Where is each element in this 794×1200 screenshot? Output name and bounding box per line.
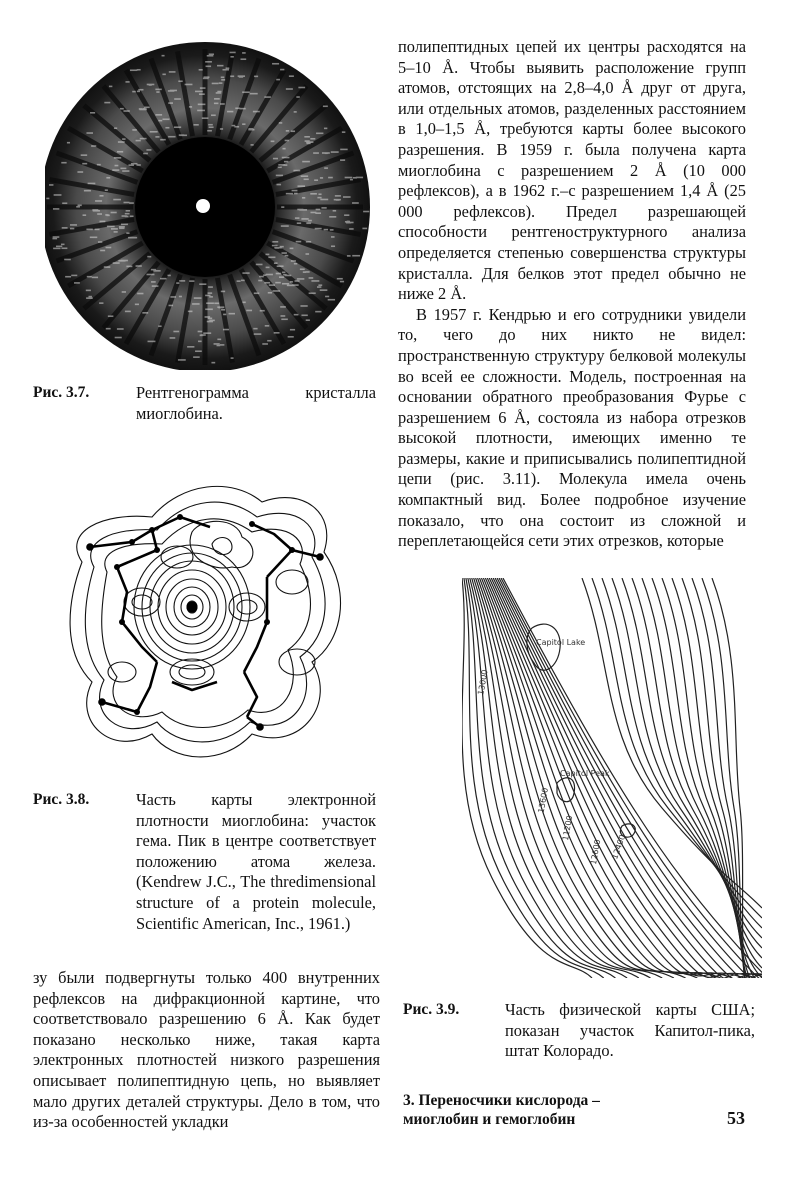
- map-label: 13600: [536, 787, 550, 814]
- xray-diffraction-image: [45, 20, 375, 370]
- caption-text: Часть карты электронной плотности миоглобина: участок гема. Пик в центре соответствует положению атома железа. (Kendrew J.C., The thredimensional structure of a protein molecule, Scientific American, Inc., 1961.): [136, 790, 376, 933]
- figure-label: Рис. 3.8.: [33, 791, 90, 808]
- chapter-footer: 3. Переносчики кислорода – миоглобин и гемоглобин: [403, 1092, 600, 1128]
- figure-label: Рис. 3.7.: [33, 384, 90, 401]
- paragraph: полипептидных цепей их центры расходятся на 5–10 Å. Чтобы выявить расположение групп атомов, отстоящих на 2,8–4,0 Å друг от друга, или отдельных атомов, разделенных расстоянием в 1,0–1,5 Å, требуются карты более высокого разрешения. В 1959 г. была получена карта миоглобина с разрешением 2 Å (10 000 рефлексов), а в 1962 г.–с разрешением 1,4 Å (25 000 рефлексов). Предел разрешающей способности рентгеноструктурного анализа определяется степенью совершенства структуры кристалла. Для белков этот предел обычно не ниже 2 Å.: [398, 37, 746, 304]
- map-label: 11200: [561, 814, 575, 842]
- map-label: Capitol Lake: [536, 638, 586, 647]
- left-column-text: [33, 968, 380, 1133]
- map-label: 12400: [610, 833, 628, 861]
- map-label: 12600: [589, 838, 603, 866]
- caption-text: Часть физической карты США; показан участок Капитол-пика, штат Колорадо.: [505, 1000, 755, 1061]
- figure-xray-pattern: [45, 20, 375, 370]
- figure-label: Рис. 3.9.: [403, 1001, 460, 1018]
- topographic-map-image: [462, 578, 762, 978]
- electron-density-map-image: [62, 472, 350, 772]
- paragraph: зу были подвергнуты только 400 внутренних рефлексов на дифракционной картине, что соответствовало разрешению 6 Å. Как будет показано несколько ниже, такая карта электронных плотностей низкого разрешения описывает полипептидную цепь, но выявляет мало других деталей структуры. Дело в том, что из-за особенностей укладки: [33, 968, 380, 1132]
- figure-electron-density: [62, 472, 350, 772]
- map-label: Capitol Peak: [560, 769, 610, 778]
- figure-3-8-caption: [33, 790, 378, 950]
- map-label: 13000: [476, 669, 490, 696]
- right-column-text: [398, 37, 746, 552]
- caption-text: Рентгенограмма кристалла миоглобина.: [136, 383, 376, 423]
- paragraph: В 1957 г. Кендрью и его сотрудники увидели то, чего до них никто не видел: пространственную структуру белковой молекулы во всей ее сложности. Модель, построенная на основании обратного преобразования Фурье с разрешением 6 Å, состояла из набора отрезков высокой плотности, имеющих именно те размеры, какие и приписывались полипептидной цепи (рис. 3.11). Молекула имела очень компактный вид. Более подробное изучение показало, что она состоит из сложной и переплетающейся сети этих отрезков, которые: [398, 304, 746, 551]
- page-number: 53: [727, 1108, 745, 1128]
- figure-topographic-map: [462, 578, 762, 978]
